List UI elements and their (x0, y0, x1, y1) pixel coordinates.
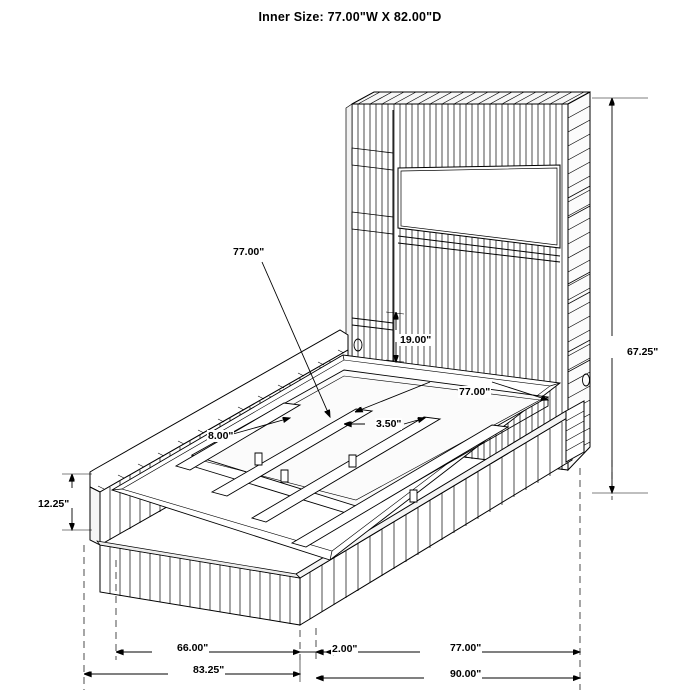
dim-label-90-00: 90.00" (450, 668, 482, 680)
dim-label-headboard-width: 77.00" (233, 246, 265, 258)
page-title: Inner Size: 77.00"W X 82.00"D (258, 10, 442, 24)
dim-label-19: 19.00" (400, 334, 432, 346)
dim-label-77-deck: 77.00" (459, 386, 491, 398)
dim-label-12-25: 12.25" (38, 498, 70, 510)
dim-label-67-25: 67.25" (627, 346, 659, 358)
dim-label-8-00: 8.00" (208, 430, 234, 442)
rail-headboard-connector (566, 401, 584, 462)
dim-label-83-25: 83.25" (193, 664, 225, 676)
dim-label-3-50: 3.50" (376, 418, 402, 430)
dim-label-2-00: 2.00" (332, 643, 358, 655)
dim-label-66-00: 66.00" (177, 642, 209, 654)
dim-label-77-bottom: 77.00" (450, 642, 482, 654)
dim-67-25 (592, 98, 648, 493)
